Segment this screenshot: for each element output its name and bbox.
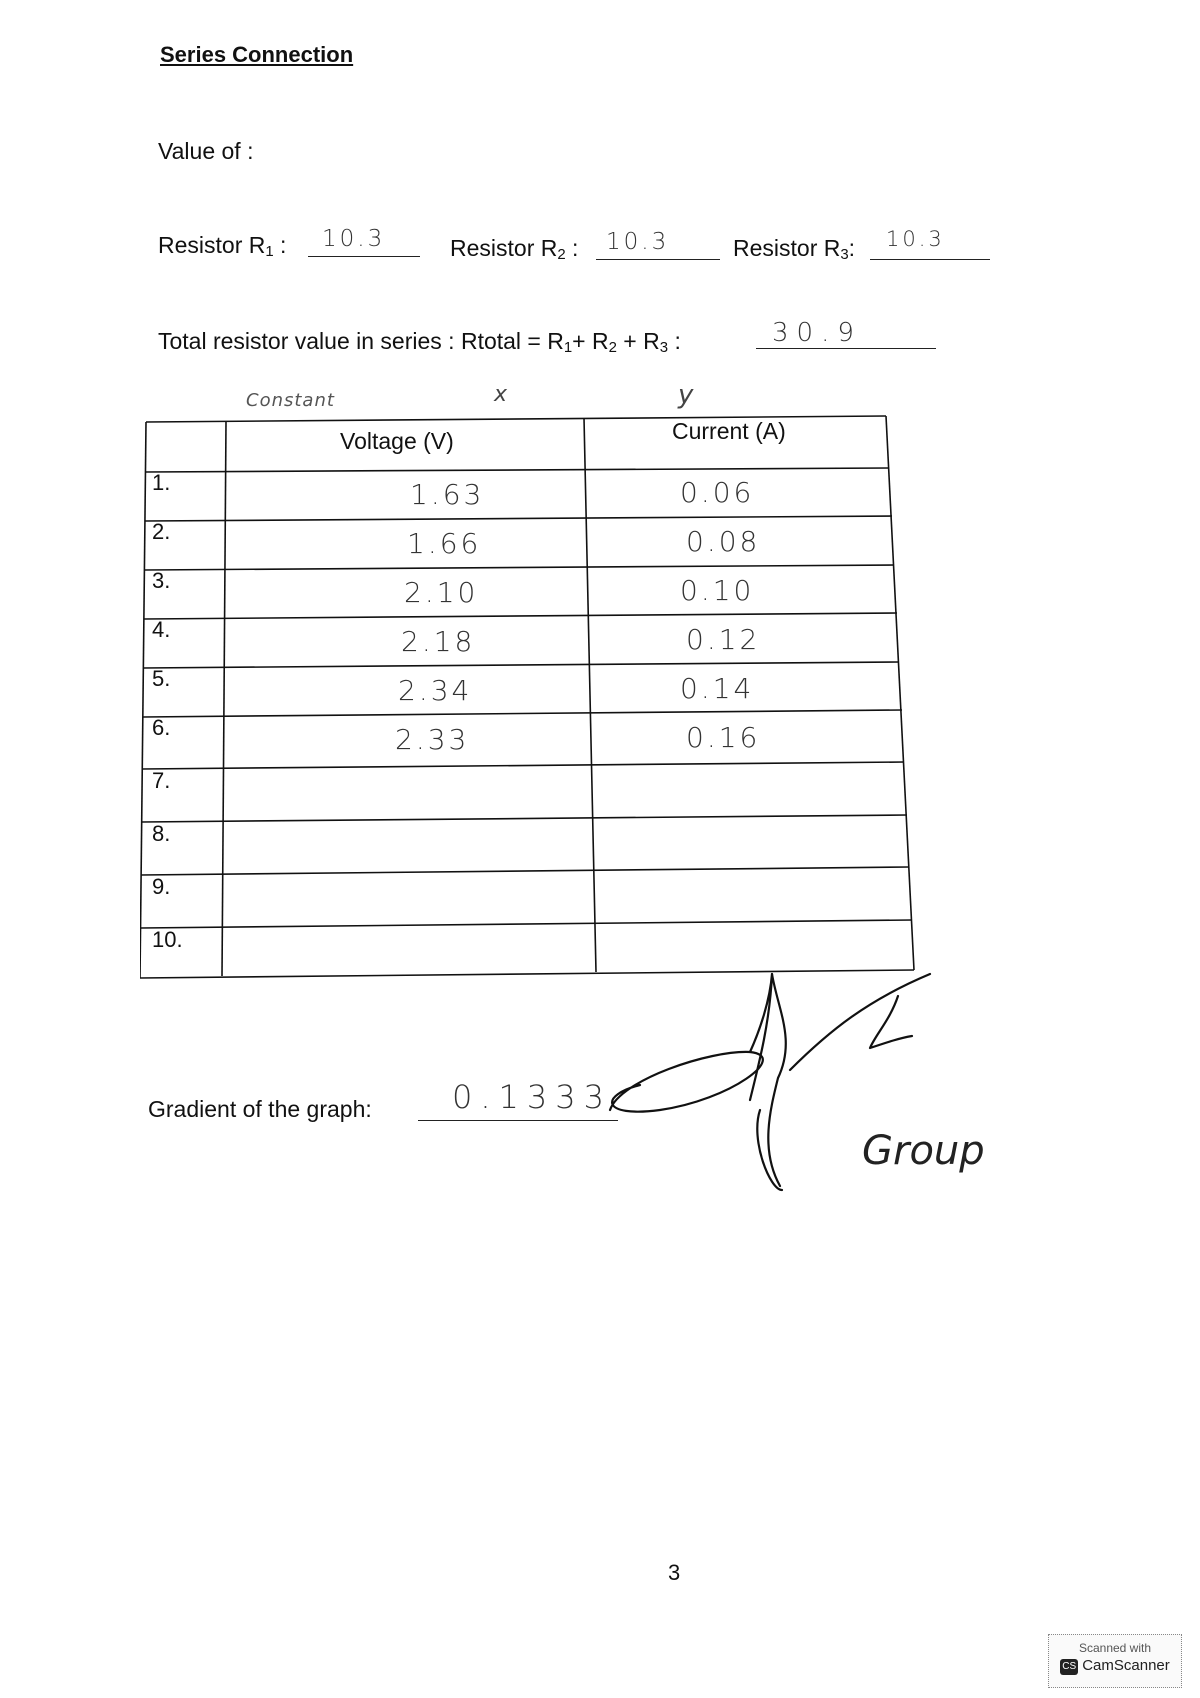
page-title: Series Connection	[160, 42, 354, 67]
data-table	[140, 414, 912, 980]
row-number: 9.	[152, 874, 171, 899]
row-number: 6.	[152, 715, 171, 740]
current-cell: 0.16	[686, 721, 761, 754]
camscanner-name: CS CamScanner	[1049, 1657, 1181, 1675]
x-annotation: x	[494, 382, 511, 407]
row-number: 1.	[152, 470, 171, 495]
resistor-r2-label: Resistor $R_2$ :	[450, 235, 579, 263]
value-of-label: Value of :	[158, 138, 254, 164]
camscanner-logo-icon: CS	[1060, 1659, 1078, 1675]
voltage-cell: 2.34	[398, 674, 473, 707]
resistor-r2-value: 10.3	[606, 229, 670, 255]
resistor-r1-value: 10.3	[322, 226, 386, 252]
signature	[600, 960, 980, 1220]
y-annotation: y	[678, 380, 697, 410]
row-number: 8.	[152, 821, 171, 846]
total-resistor-value: 30.9	[772, 318, 862, 348]
gradient-value: 0.1333	[452, 1078, 612, 1116]
voltage-cell: 1.66	[407, 527, 482, 560]
voltage-header: Voltage (V)	[340, 428, 454, 454]
voltage-cell: 1.63	[410, 478, 485, 511]
voltage-cell: 2.33	[395, 723, 470, 756]
row-number: 5.	[152, 666, 171, 691]
row-number: 7.	[152, 768, 171, 793]
signature-group-note: Group	[862, 1128, 985, 1174]
row-number: 3.	[152, 568, 171, 593]
table-grid-lines	[140, 414, 920, 984]
camscanner-badge	[1048, 1634, 1182, 1688]
current-cell: 0.10	[680, 574, 755, 607]
row-number: 2.	[152, 519, 171, 544]
voltage-cell: 2.18	[401, 625, 476, 658]
current-cell: 0.14	[680, 672, 755, 705]
row-number: 4.	[152, 617, 171, 642]
row-number: 10.	[152, 927, 183, 952]
page-number: 3	[668, 1560, 681, 1585]
resistor-r1-label: Resistor $R_1$ :	[158, 232, 287, 260]
current-cell: 0.12	[686, 623, 761, 656]
total-resistor-label: Total resistor value in series : Rtotal = $R_1+ R_2 + R_3$ :	[158, 328, 681, 356]
voltage-cell: 2.10	[404, 576, 479, 609]
current-cell: 0.06	[680, 476, 755, 509]
current-cell: 0.08	[686, 525, 761, 558]
constant-annotation: Constant	[246, 390, 335, 411]
current-header: Current (A)	[672, 418, 786, 444]
resistor-r3-value: 10.3	[886, 227, 945, 251]
scanned-with-text: Scanned with	[1078, 1641, 1152, 1655]
resistor-r3-label: Resistor $R_3$:	[733, 235, 856, 263]
gradient-label: Gradient of the graph:	[148, 1096, 372, 1122]
